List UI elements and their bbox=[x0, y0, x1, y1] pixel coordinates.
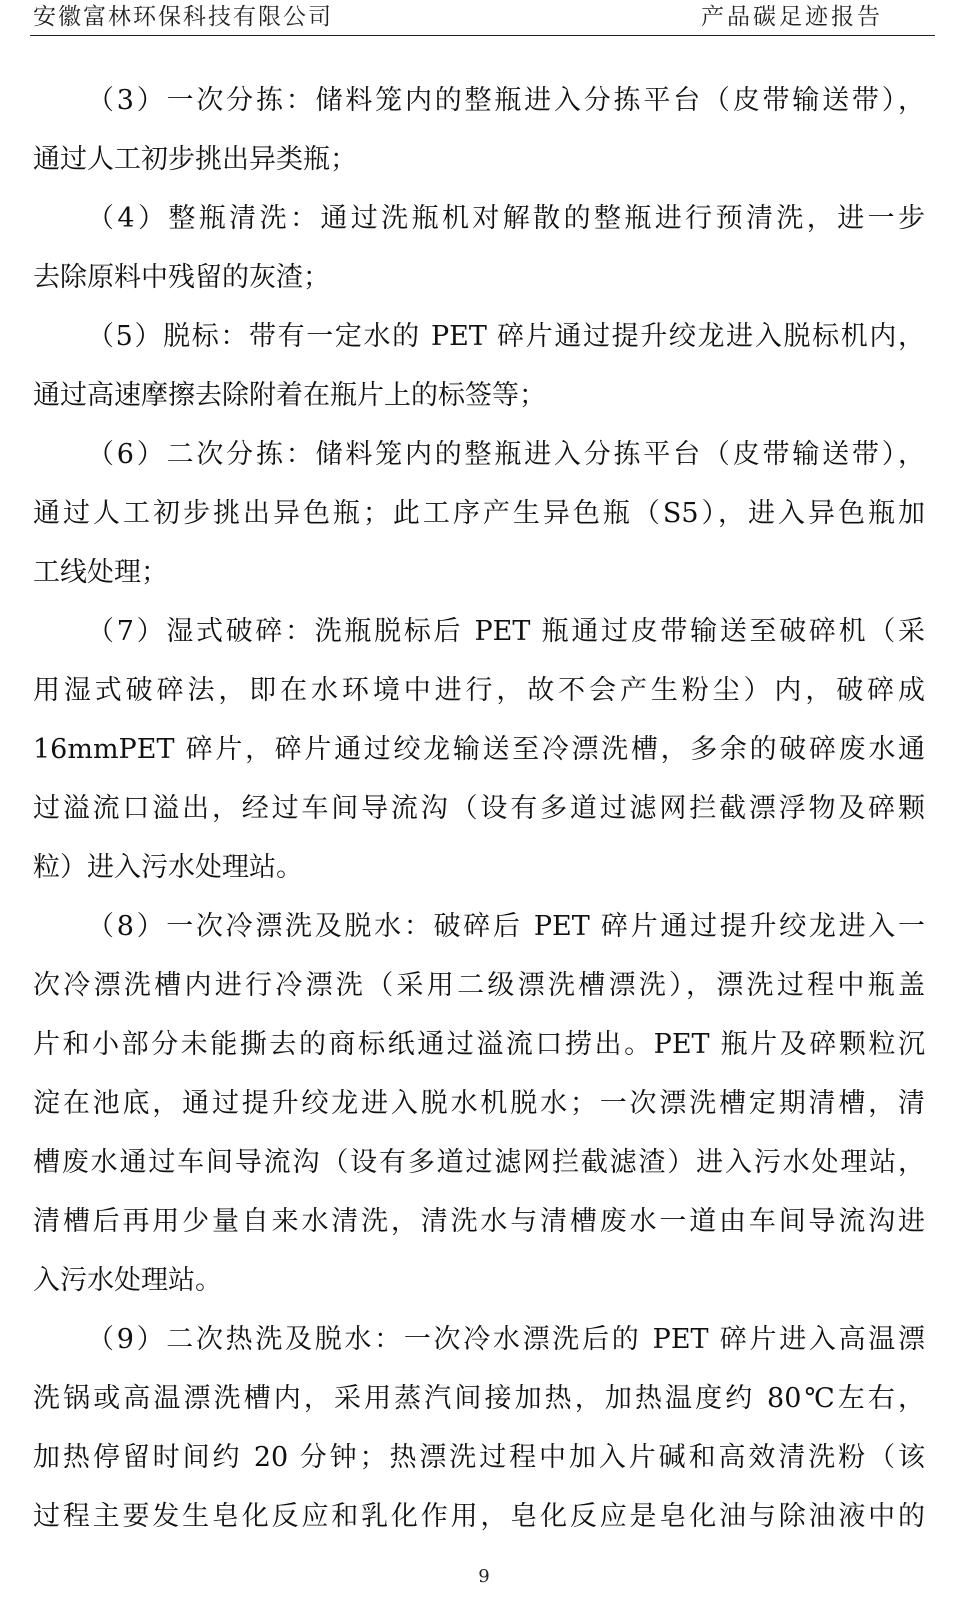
text-line: 次冷漂洗槽内进行冷漂洗（采用二级漂洗槽漂洗），漂洗过程中瓶盖 bbox=[33, 970, 925, 1001]
text-line: 过溢流口溢出，经过车间导流沟（设有多道过滤网拦截漂浮物及碎颗 bbox=[33, 793, 925, 824]
text-line: （7）湿式破碎：洗瓶脱标后 PET 瓶通过皮带输送至破碎机（采 bbox=[87, 616, 925, 647]
text-line: （9）二次热洗及脱水：一次冷水漂洗后的 PET 碎片进入高温漂 bbox=[87, 1324, 925, 1355]
text-line: 通过高速摩擦去除附着在瓶片上的标签等； bbox=[33, 380, 546, 411]
text-line: 洗锅或高温漂洗槽内，采用蒸汽间接加热，加热温度约 80℃左右， bbox=[33, 1383, 925, 1414]
paragraph-step-8 bbox=[33, 897, 925, 1310]
text-line: （4）整瓶清洗：通过洗瓶机对解散的整瓶进行预清洗，进一步 bbox=[87, 203, 925, 234]
text-line: （3）一次分拣：储料笼内的整瓶进入分拣平台（皮带输送带）， bbox=[87, 85, 925, 116]
text-line: 通过人工初步挑出异色瓶；此工序产生异色瓶（S5），进入异色瓶加 bbox=[33, 498, 925, 529]
text-line: 清槽后再用少量自来水清洗，清洗水与清槽废水一道由车间导流沟进 bbox=[33, 1206, 925, 1237]
header-company-name: 安徽富林环保科技有限公司 bbox=[33, 4, 333, 30]
text-line: 去除原料中残留的灰渣； bbox=[33, 262, 330, 293]
page-number: 9 bbox=[478, 1566, 490, 1587]
paragraph-step-3 bbox=[33, 71, 925, 189]
page-header bbox=[30, 0, 935, 36]
paragraph-step-7 bbox=[33, 602, 925, 897]
text-line: （8）一次冷漂洗及脱水：破碎后 PET 碎片通过提升绞龙进入一 bbox=[87, 911, 925, 942]
text-line: 淀在池底，通过提升绞龙进入脱水机脱水；一次漂洗槽定期清槽，清 bbox=[33, 1088, 925, 1119]
text-line: 粒）进入污水处理站。 bbox=[33, 852, 303, 883]
text-line: （5）脱标：带有一定水的 PET 碎片通过提升绞龙进入脱标机内， bbox=[87, 321, 925, 352]
text-line: （6）二次分拣：储料笼内的整瓶进入分拣平台（皮带输送带）， bbox=[87, 439, 925, 470]
paragraph-step-4 bbox=[33, 189, 925, 307]
text-line: 入污水处理站。 bbox=[33, 1265, 222, 1296]
text-line: 通过人工初步挑出异类瓶； bbox=[33, 144, 357, 175]
paragraph-step-6 bbox=[33, 425, 925, 602]
paragraph-step-9 bbox=[33, 1310, 925, 1546]
text-line: 过程主要发生皂化反应和乳化作用，皂化反应是皂化油与除油液中的 bbox=[33, 1501, 925, 1532]
text-line: 工线处理； bbox=[33, 557, 168, 588]
text-line: 用湿式破碎法，即在水环境中进行，故不会产生粉尘）内，破碎成 bbox=[33, 675, 925, 706]
paragraph-step-5 bbox=[33, 307, 925, 425]
header-report-title: 产品碳足迹报告 bbox=[701, 4, 883, 30]
body-text bbox=[33, 71, 925, 1546]
text-line: 16mmPET 碎片，碎片通过绞龙输送至冷漂洗槽，多余的破碎废水通 bbox=[33, 734, 925, 765]
text-line: 加热停留时间约 20 分钟；热漂洗过程中加入片碱和高效清洗粉（该 bbox=[33, 1442, 925, 1473]
text-line: 片和小部分未能撕去的商标纸通过溢流口捞出。PET 瓶片及碎颗粒沉 bbox=[33, 1029, 925, 1060]
text-line: 槽废水通过车间导流沟（设有多道过滤网拦截滤渣）进入污水处理站， bbox=[33, 1147, 925, 1178]
